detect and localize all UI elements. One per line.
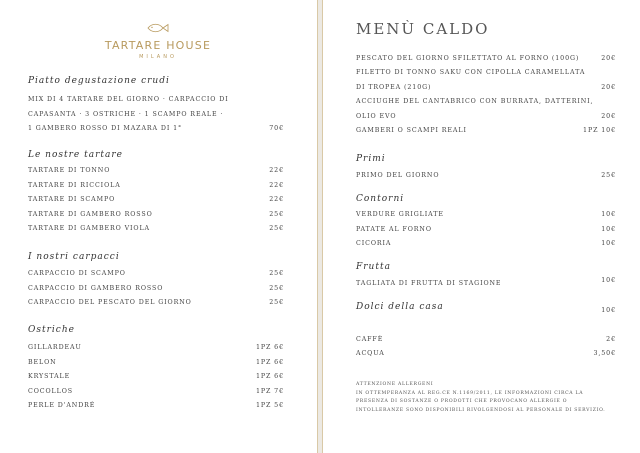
menu-row — [28, 297, 284, 309]
item-price: 25€ — [269, 211, 284, 218]
menu-row — [356, 82, 616, 94]
fish-logo-icon — [145, 23, 171, 33]
item-label: OLIO EVO — [356, 113, 397, 120]
item-price: 20€ — [601, 84, 616, 91]
menu-row — [28, 180, 284, 192]
item-label: CAFFÈ — [356, 336, 384, 343]
section-title-tartare: Le nostre tartare — [28, 150, 123, 160]
item-label: 1 GAMBERO ROSSO DI MAZARA DI 1° — [28, 125, 183, 132]
menu-row — [356, 348, 616, 360]
menu-row — [28, 209, 284, 221]
menu-row — [356, 238, 616, 250]
allergen-notice-title: ATTENZIONE ALLERGENI — [356, 382, 434, 387]
menu-row — [356, 96, 616, 108]
item-price: 1PZ 6€ — [255, 344, 284, 351]
item-price: 1PZ 6€ — [255, 359, 284, 366]
menu-row — [28, 342, 284, 354]
section-title-contorni: Contorni — [356, 194, 405, 204]
menu-row — [28, 194, 284, 206]
item-label: CARPACCIO DI GAMBERO ROSSO — [28, 285, 164, 292]
page-title: MENÙ CALDO — [356, 20, 490, 38]
item-price: 2€ — [606, 336, 616, 343]
item-price: 1PZ 10€ — [583, 127, 616, 134]
menu-row — [356, 278, 616, 290]
section-title-ostriche: Ostriche — [28, 325, 75, 335]
item-label: FILETTO DI TONNO SAKU CON CIPOLLA CARAMELLATA — [356, 69, 586, 76]
item-price: 3,50€ — [593, 350, 616, 357]
item-price: 20€ — [601, 55, 616, 62]
item-price: 1PZ 5€ — [255, 402, 284, 409]
item-label: PESCATO DEL GIORNO SFILETTATO AL FORNO (100G) — [356, 55, 580, 62]
menu-row — [356, 305, 616, 317]
menu-row — [28, 165, 284, 177]
item-price: 25€ — [269, 285, 284, 292]
item-price: 22€ — [269, 167, 284, 174]
menu-row — [356, 53, 616, 65]
item-label: GILLARDEAU — [28, 344, 82, 351]
item-label: CARPACCIO DEL PESCATO DEL GIORNO — [28, 299, 192, 306]
menu-row — [356, 224, 616, 236]
menu-row — [28, 268, 284, 280]
item-price: 25€ — [269, 225, 284, 232]
item-price: 25€ — [269, 299, 284, 306]
allergen-notice-line: PRESENZA DI SOSTANZE O PRODOTTI CHE PROVOCANO ALLERGIE O — [356, 399, 568, 404]
menu-row — [28, 223, 284, 235]
item-label: MIX DI 4 TARTARE DEL GIORNO · CARPACCIO DI — [28, 96, 229, 103]
item-label: CAPASANTA · 3 OSTRICHE · 1 SCAMPO REALE · — [28, 111, 224, 118]
item-price: 10€ — [601, 226, 616, 233]
item-label: CICORIA — [356, 240, 392, 247]
item-label: TARTARE DI SCAMPO — [28, 196, 116, 203]
menu-page-right — [322, 0, 640, 453]
section-title-degustazione: Piatto degustazione crudi — [28, 76, 170, 86]
item-label: TARTARE DI RICCIOLA — [28, 182, 121, 189]
menu-row — [28, 400, 284, 412]
item-label: TARTARE DI GAMBERO VIOLA — [28, 225, 150, 232]
item-price: 10€ — [601, 211, 616, 218]
menu-row — [356, 125, 616, 137]
logo-name: TARTARE HOUSE — [104, 39, 212, 52]
allergen-notice-line: IN OTTEMPERANZA AL REG.CE N.1169/2011, LE INFORMAZIONI CIRCA LA — [356, 390, 584, 396]
allergen-notice-line: INTOLLERANZE SONO DISPONIBILI RIVOLGENDOSI AL PERSONALE DI SERVIZIO. — [356, 407, 606, 413]
item-label: DI TROPEA (210G) — [356, 84, 432, 91]
menu-row — [356, 209, 616, 221]
item-label: TARTARE DI GAMBERO ROSSO — [28, 211, 153, 218]
section-title-dolci: Dolci della casa — [356, 302, 444, 312]
item-price: 10€ — [601, 240, 616, 247]
item-price: 70€ — [269, 125, 284, 132]
item-label: TAGLIATA DI FRUTTA DI STAGIONE — [356, 280, 502, 287]
item-price: 25€ — [601, 172, 616, 179]
item-label: BELON — [28, 359, 57, 366]
menu-row — [28, 109, 284, 121]
item-label: TARTARE DI TONNO — [28, 167, 111, 174]
menu-row — [28, 371, 284, 383]
item-price: 1PZ 7€ — [255, 388, 284, 395]
item-price: 1PZ 6€ — [255, 373, 284, 380]
menu-page-left — [0, 0, 318, 453]
menu-row — [28, 357, 284, 369]
menu-row — [356, 170, 616, 182]
item-label: PERLE D'ANDRÉ — [28, 402, 96, 409]
item-label: PATATE AL FORNO — [356, 226, 432, 233]
item-price: 22€ — [269, 196, 284, 203]
menu-row — [28, 123, 284, 135]
allergen-notice — [356, 381, 605, 415]
item-label: KRYSTALE — [28, 373, 71, 380]
menu-row — [356, 111, 616, 123]
logo — [98, 18, 218, 61]
item-price: 25€ — [269, 270, 284, 277]
section-title-carpacci: I nostri carpacci — [28, 252, 120, 262]
menu-row — [28, 386, 284, 398]
item-price: 22€ — [269, 182, 284, 189]
item-label: ACQUA — [356, 350, 385, 357]
item-label: CARPACCIO DI SCAMPO — [28, 270, 126, 277]
menu-row — [28, 94, 284, 106]
menu-row — [356, 334, 616, 346]
item-label: PRIMO DEL GIORNO — [356, 172, 440, 179]
section-title-primi: Primi — [356, 154, 386, 164]
item-label: VERDURE GRIGLIATE — [356, 211, 444, 218]
item-label: COCOLLOS — [28, 388, 73, 395]
item-label: GAMBERI O SCAMPI REALI — [356, 127, 467, 134]
section-title-frutta: Frutta — [356, 262, 391, 272]
item-price: 10€ — [601, 307, 616, 314]
menu-row — [28, 283, 284, 295]
item-label: ACCIUGHE DEL CANTABRICO CON BURRATA, DATTERINI, — [356, 98, 594, 105]
logo-city: MILANO — [139, 54, 177, 60]
item-price: 10€ — [601, 277, 616, 284]
menu-row — [356, 67, 616, 79]
item-price: 20€ — [601, 113, 616, 120]
